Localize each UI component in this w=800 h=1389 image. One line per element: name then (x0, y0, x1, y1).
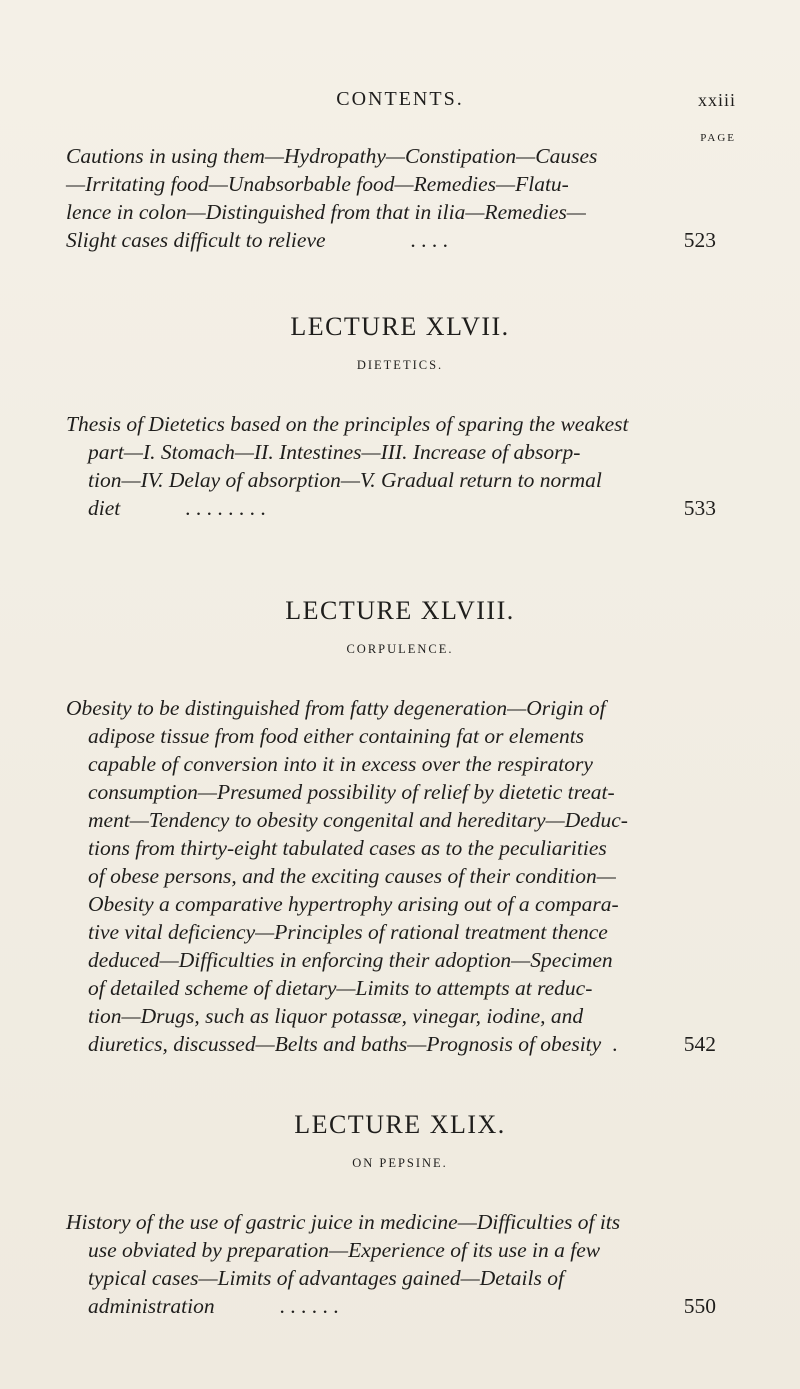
dot-leader: . . . . (410, 228, 449, 252)
lecture-subject: ON PEPSINE. (352, 1156, 448, 1170)
entry-last-line (66, 226, 716, 254)
dot-leader: . . . . . . . . (185, 496, 267, 520)
contents-entry-lecture-48 (66, 694, 716, 1058)
entry-line: deduced—Difficulties in enforcing their adoption—Specimen (88, 948, 613, 972)
entry-line: tions from thirty-eight tabulated cases as to the peculiarities (88, 836, 607, 860)
page-column-label: PAGE (700, 132, 736, 144)
entry-line: adipose tissue from food either containing fat or elements (88, 724, 585, 748)
entry-line: Obesity a comparative hypertrophy arising out of a compara- (88, 892, 619, 916)
lecture-title: LECTURE XLIX. (294, 1110, 506, 1139)
page-number: 542 (683, 1032, 716, 1056)
entry-line: Thesis of Dietetics based on the principles of sparing the weakest (66, 412, 629, 436)
lecture-title: LECTURE XLVIII. (285, 596, 515, 625)
page-number: 533 (683, 496, 716, 520)
entry-line: —Irritating food—Unabsorbable food—Remedies—Flatu- (66, 172, 569, 196)
lecture-subject: CORPULENCE. (346, 642, 454, 656)
entry-line: ment—Tendency to obesity congenital and hereditary—Deduc- (88, 808, 628, 832)
dot-leader: . . . . . . (280, 1294, 340, 1318)
entry-line: Obesity to be distinguished from fatty degeneration—Origin of (66, 696, 606, 720)
entry-line: tion—IV. Delay of absorption—V. Gradual return to normal (88, 468, 602, 492)
entry-last-line (66, 494, 716, 522)
contents-entry-lecture-49 (66, 1208, 716, 1320)
header-title: CONTENTS. (336, 88, 464, 110)
lecture-heading-48 (0, 596, 800, 657)
entry-line: part—I. Stomach—II. Intestines—III. Increase of absorp- (88, 440, 581, 464)
entry-line: diuretics, discussed—Belts and baths—Prognosis of obesity (88, 1032, 602, 1056)
entry-line: of detailed scheme of dietary—Limits to attempts at reduc- (88, 976, 593, 1000)
page-number: 550 (683, 1294, 716, 1318)
page-number: 523 (683, 228, 716, 252)
dot-leader: . (612, 1032, 618, 1056)
lecture-subject: DIETETICS. (356, 358, 444, 372)
lecture-title: LECTURE XLVII. (290, 312, 510, 341)
contents-entry-lecture-47 (66, 410, 716, 522)
lecture-heading-47 (0, 312, 800, 373)
entry-line: Slight cases difficult to relieve (66, 228, 326, 252)
running-header (60, 88, 740, 118)
entry-line: of obese persons, and the exciting causes of their condition— (88, 864, 616, 888)
header-page-number: xxiii (697, 90, 736, 110)
entry-line: typical cases—Limits of advantages gained—Details of (88, 1266, 564, 1290)
contents-entry-lecture-46 (66, 142, 716, 254)
entry-line: capable of conversion into it in excess over the respiratory (88, 752, 593, 776)
entry-line: lence in colon—Distinguished from that in ilia—Remedies— (66, 200, 586, 224)
entry-last-line (66, 1030, 716, 1058)
entry-line: tion—Drugs, such as liquor potassæ, vinegar, iodine, and (88, 1004, 584, 1028)
entry-line: diet (88, 496, 121, 520)
entry-line: Cautions in using them—Hydropathy—Constipation—Causes (66, 144, 598, 168)
entry-last-line (66, 1292, 716, 1320)
entry-line: History of the use of gastric juice in medicine—Difficulties of its (66, 1210, 621, 1234)
entry-line: tive vital deficiency—Principles of rational treatment thence (88, 920, 608, 944)
entry-line: administration (88, 1294, 215, 1318)
entry-line: consumption—Presumed possibility of relief by dietetic treat- (88, 780, 615, 804)
lecture-heading-49 (0, 1110, 800, 1171)
entry-line: use obviated by preparation—Experience of its use in a few (88, 1238, 601, 1262)
